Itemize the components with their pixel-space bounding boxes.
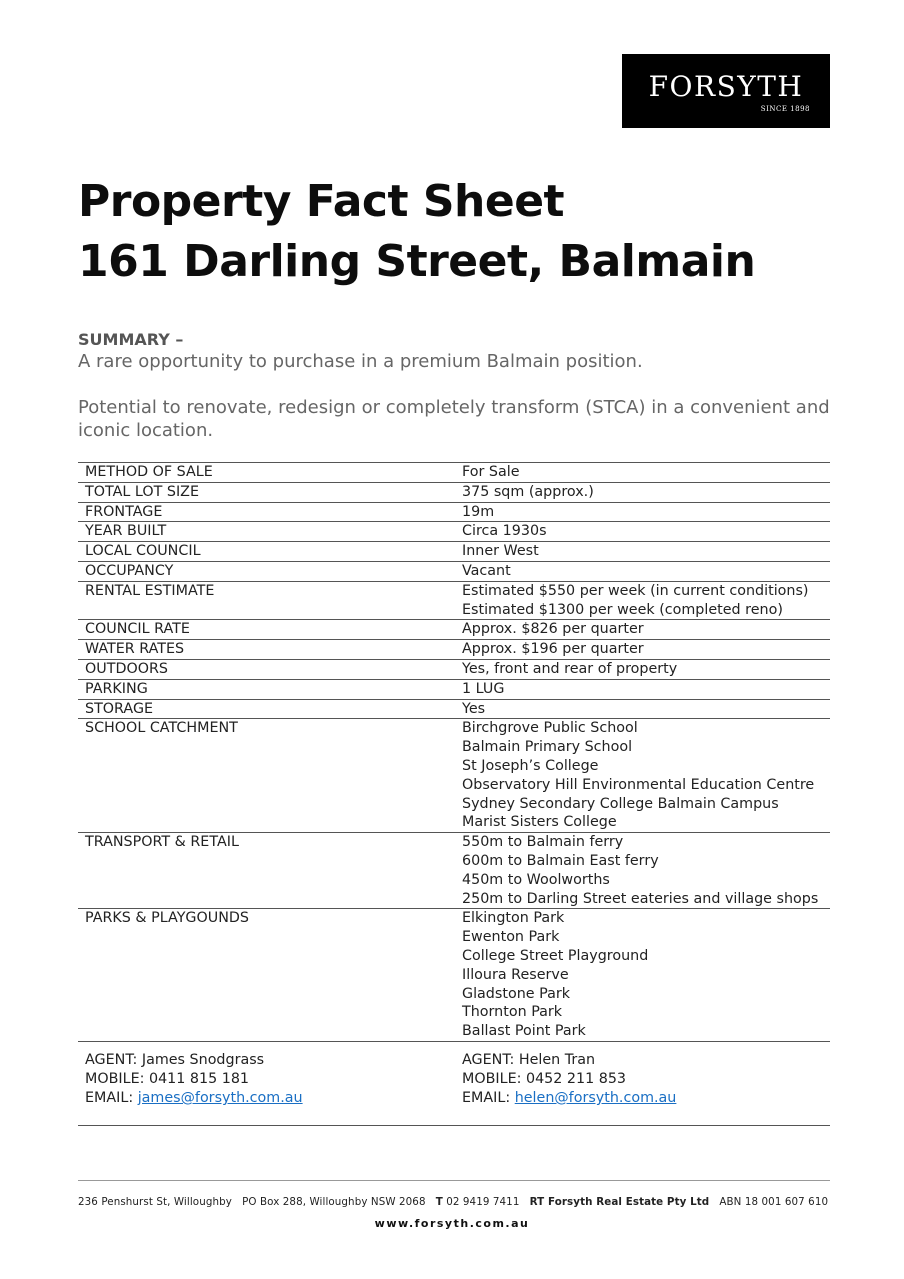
fact-value [455,620,830,640]
fact-label: LOCAL COUNCIL [78,542,455,562]
fact-value-line: St Joseph’s College [462,757,599,774]
logo-since: SINCE 1898 [760,105,810,113]
summary-paragraph-1: A rare opportunity to purchase in a premium Balmain position. [78,351,643,372]
fact-label: PARKING [78,679,455,699]
fact-row [78,679,830,699]
fact-label: OCCUPANCY [78,561,455,581]
footer-phone-label: T [435,1196,443,1208]
fact-value-line: Estimated $550 per week (in current conditions) [462,582,809,599]
fact-label: FRONTAGE [78,502,455,522]
page-title [78,172,755,292]
agent-1 [85,1051,303,1108]
fact-label: STORAGE [78,699,455,719]
logo-brand: FORSYTH [648,70,804,103]
fact-value-line: 250m to Darling Street eateries and village shops [462,890,819,907]
fact-value-line: Marist Sisters College [462,814,617,831]
agent-1-email-label: EMAIL: [85,1090,138,1106]
fact-value-line: 450m to Woolworths [462,871,610,888]
fact-label: WATER RATES [78,640,455,660]
summary-heading: SUMMARY – [78,330,184,349]
forsyth-logo [622,54,830,128]
fact-label: COUNCIL RATE [78,620,455,640]
fact-row [78,640,830,660]
agent-1-email-row [85,1089,303,1108]
fact-value-line: Illoura Reserve [462,966,569,983]
fact-value-line: Circa 1930s [462,523,547,540]
agent-1-mobile: MOBILE: 0411 815 181 [85,1071,250,1087]
fact-row [78,463,830,483]
footer-website[interactable]: www.forsyth.com.au [374,1217,530,1230]
footer-abn: ABN 18 001 607 610 [719,1196,829,1208]
fact-value-line: 600m to Balmain East ferry [462,852,659,869]
fact-value-line: Thornton Park [462,1004,563,1021]
fact-value-line: 19m [462,503,495,520]
fact-row [78,699,830,719]
agent-2-mobile: MOBILE: 0452 211 853 [462,1071,627,1087]
fact-label: PARKS & PLAYGOUNDS [78,909,455,1042]
fact-label: RENTAL ESTIMATE [78,581,455,620]
fact-value [455,719,830,833]
fact-value-line: Inner West [462,543,539,560]
footer-pobox: PO Box 288, Willoughby NSW 2068 [242,1196,426,1208]
fact-value [455,482,830,502]
title-line-2: 161 Darling Street, Balmain [78,236,756,287]
fact-value [455,640,830,660]
fact-value-line: 550m to Balmain ferry [462,834,624,851]
fact-value-line: Yes [462,700,486,717]
property-facts-table [78,462,830,1042]
footer-phone: 02 9419 7411 [446,1196,520,1208]
fact-value-line: Birchgrove Public School [462,720,638,737]
fact-value [455,679,830,699]
fact-row [78,909,830,1042]
footer-divider [78,1180,830,1181]
fact-value-line: Ballast Point Park [462,1023,586,1040]
fact-value-line: Approx. $196 per quarter [462,641,644,658]
fact-label: OUTDOORS [78,659,455,679]
agent-2 [462,1051,676,1108]
summary-paragraph-2: Potential to renovate, redesign or completely transform (STCA) in a convenient and iconic location. [78,397,830,441]
fact-value-line: Observatory Hill Environmental Education Centre [462,776,815,793]
fact-row [78,482,830,502]
footer-info [78,1196,830,1208]
fact-value-line: Estimated $1300 per week (completed reno) [462,601,783,618]
agent-1-email-link[interactable]: james@forsyth.com.au [137,1090,303,1106]
fact-value [455,522,830,542]
fact-label: METHOD OF SALE [78,463,455,483]
fact-value [455,561,830,581]
footer-company: RT Forsyth Real Estate Pty Ltd [529,1196,710,1208]
fact-row [78,502,830,522]
fact-label: TRANSPORT & RETAIL [78,833,455,909]
agent-2-email-row [462,1089,676,1108]
fact-row [78,659,830,679]
agent-2-email-label: EMAIL: [462,1090,515,1106]
fact-row [78,719,830,833]
fact-row [78,542,830,562]
fact-value [455,542,830,562]
fact-value [455,463,830,483]
fact-row [78,581,830,620]
fact-value [455,833,830,909]
fact-row [78,620,830,640]
fact-value-line: 375 sqm (approx.) [462,483,594,500]
fact-value-line: 1 LUG [462,680,505,697]
fact-value [455,909,830,1042]
fact-value [455,502,830,522]
fact-label: YEAR BUILT [78,522,455,542]
fact-label: TOTAL LOT SIZE [78,482,455,502]
fact-value [455,581,830,620]
fact-value [455,699,830,719]
title-line-1: Property Fact Sheet [78,176,565,227]
fact-row [78,522,830,542]
agent-2-name: AGENT: Helen Tran [462,1052,596,1068]
fact-value-line: Approx. $826 per quarter [462,621,644,638]
fact-value-line: Gladstone Park [462,985,570,1002]
fact-label: SCHOOL CATCHMENT [78,719,455,833]
fact-value-line: Sydney Secondary College Balmain Campus [462,795,779,812]
divider-bottom [78,1125,830,1126]
fact-value-line: Vacant [462,562,511,579]
fact-value-line: Ewenton Park [462,929,560,946]
fact-value-line: Balmain Primary School [462,739,633,756]
fact-value-line: For Sale [462,464,520,480]
fact-value [455,659,830,679]
fact-value-line: Yes, front and rear of property [462,660,678,677]
fact-row [78,561,830,581]
fact-value-line: College Street Playground [462,947,649,964]
agent-2-email-link[interactable]: helen@forsyth.com.au [514,1090,677,1106]
agent-1-name: AGENT: James Snodgrass [85,1052,265,1068]
footer-address: 236 Penshurst St, Willoughby [78,1196,232,1208]
fact-row [78,833,830,909]
fact-value-line: Elkington Park [462,910,565,927]
